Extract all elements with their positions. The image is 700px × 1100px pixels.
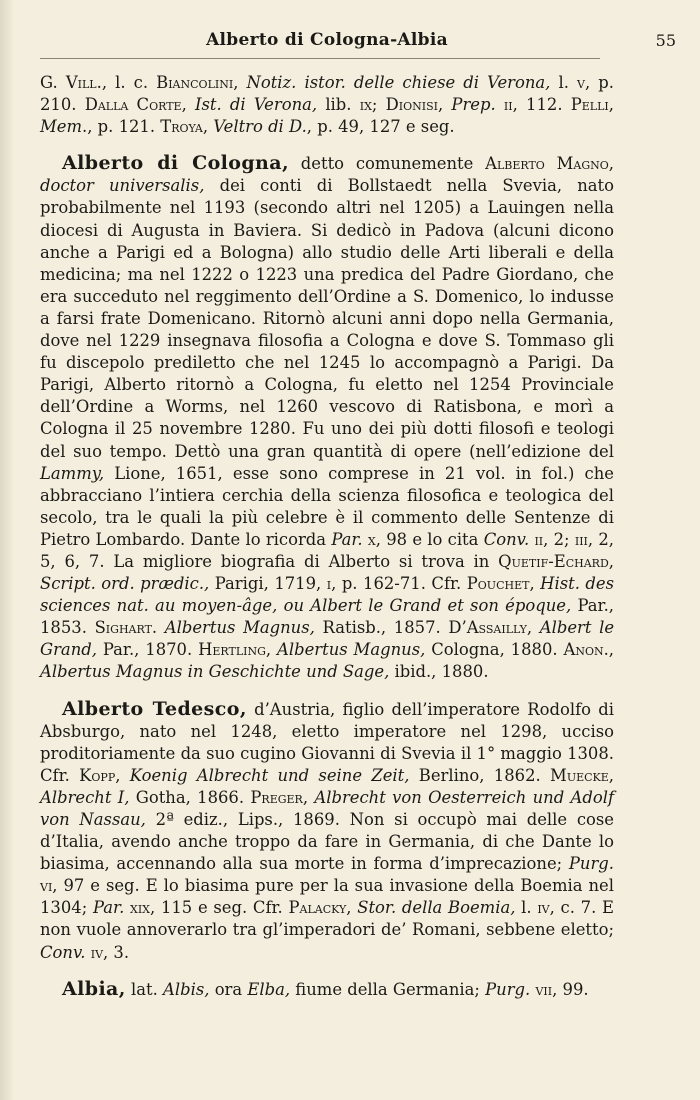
italic-run: Albis,	[163, 979, 210, 999]
smallcaps-run: Alberto Magno	[485, 154, 609, 174]
text-run: ,	[233, 73, 247, 92]
italic-run: Ist. di Verona,	[195, 95, 318, 115]
gutter-shadow	[0, 0, 14, 1100]
text-run: dei conti di Bollstaedt nella Svevia, nato probabilmente nel 1193 (secondo altri nel 1205) a Lauingen nella diocesi di Augusta in Baviera. Si dedicò in Padova (alcuni dicono anche a Parigi ed a Bologna) allo studio delle Arti liberali e della medicina; ma nel 1222 o 1223 una predica del Padre Giordano, che era succeduto nel reggimento dell’Ordine a S. Domenico, lo indusse a farsi frate Domenicano. Ritornò alcuni anni dopo nella Germania, dove nel 1229 insegnava filosofia a Cologna e dove S. Tommaso gli fu discepolo prediletto che nel 1245 lo accompagnò a Parigi. Da Parigi, Alberto ritornò a Cologna, fu eletto nel 1254 Provinciale dell’Ordine a Worms, nel 1260 vescovo di Ratisbona, e morì a Cologna il 25 novembre 1280. Fu uno dei più dotti filosofi e teologi del suo tempo. Dettò una gran quantità di opere (nell’edizione del	[40, 176, 614, 461]
smallcaps-run: i	[326, 574, 332, 594]
text-run: ,	[302, 787, 315, 807]
text-run: ,	[529, 574, 541, 594]
smallcaps-run: v	[577, 73, 585, 92]
smallcaps-run: Preger	[250, 787, 303, 807]
smallcaps-run: Pouchet	[466, 574, 530, 594]
text-run: , 97 e seg. E lo biasima pure per la sua invasione della Boemia nel 1304;	[40, 876, 614, 918]
text-run: ,	[608, 154, 614, 174]
text-run: ,	[608, 765, 614, 785]
text-run: Gotha, 1866.	[129, 787, 251, 807]
italic-run: doctor universalis,	[40, 176, 205, 196]
smallcaps-run: iv	[537, 898, 550, 918]
italic-run: Albertus Magnus in Geschichte und Sage,	[40, 662, 390, 682]
text-run: , 99.	[552, 979, 589, 999]
headword: Alberto di Cologna,	[62, 152, 289, 175]
text-run: ,	[346, 898, 358, 918]
text-run: , c. 7. E non vuole annoverarlo tra gl’imperadori de’ Romani, sebbene eletto;	[40, 898, 614, 940]
smallcaps-run: Muecke	[550, 765, 609, 785]
text-run: , 2, 5, 6, 7. La migliore biografia di Alberto si trova in	[40, 529, 614, 571]
text-run: , 98 e lo cita	[375, 529, 484, 549]
smallcaps-run: G. Vill.	[40, 73, 102, 92]
text-run: , p. 210.	[40, 73, 615, 115]
smallcaps-run: Hertling	[198, 640, 266, 660]
text-run: Berlino, 1862.	[409, 765, 551, 785]
text-run: ibid., 1880.	[389, 662, 489, 682]
smallcaps-run: Biancolini	[156, 73, 234, 92]
text-run: ,	[202, 117, 214, 137]
smallcaps-run: iii	[574, 529, 588, 549]
header-rule	[40, 58, 600, 59]
text-run: , p. 49, 127 e seg.	[306, 117, 455, 137]
text-run: ,	[115, 765, 130, 785]
italic-run: Albrecht I,	[40, 787, 130, 807]
entry-continuation	[40, 72, 614, 138]
text-run: ,	[181, 95, 195, 115]
italic-run: Hist. des sciences nat. au moyen-âge, ou Albert le Grand et son époque,	[40, 574, 615, 616]
smallcaps-run: Palacky	[288, 898, 347, 918]
italic-run: Mem	[40, 117, 83, 137]
smallcaps-run: Quetif-Echard	[498, 551, 609, 571]
text-run: 2ª ediz., Lips., 1869. Non si occupò mai delle cose d’Italia, avendo anche troppo da fare in Germania, di che Dante lo biasima, accennando alla sua morte in forma d’imprecazione;	[40, 810, 614, 874]
page-header	[40, 30, 676, 58]
italic-run: Veltro di D.	[213, 117, 307, 137]
italic-run: Par.	[92, 898, 125, 918]
entry-alberto-tedesco	[40, 698, 614, 964]
italic-run: Albert le Grand,	[40, 618, 615, 660]
smallcaps-run: Dionisi	[385, 95, 438, 115]
smallcaps-run: Pelli	[570, 95, 609, 115]
italic-run: Koenig Albrecht und seine Zeit,	[129, 765, 410, 785]
text-run: .	[151, 618, 165, 638]
text-run: l.	[515, 898, 538, 918]
text-run: Par., 1853.	[40, 596, 614, 638]
text-run: ., p. 121.	[82, 117, 161, 137]
text-run: ;	[371, 95, 386, 115]
text-run: ,	[526, 618, 540, 638]
smallcaps-run: Sighart	[94, 618, 152, 638]
smallcaps-run: Kopp	[79, 765, 116, 785]
text-run: lib.	[317, 95, 360, 115]
smallcaps-run: D’Assailly	[448, 618, 527, 638]
text-run: fiume della Germania;	[290, 979, 486, 999]
text-run: Parigi, 1719,	[209, 574, 327, 594]
text-run: , 115 e seg. Cfr.	[150, 898, 289, 918]
headword: Albia,	[62, 977, 126, 1000]
smallcaps-run: vi	[40, 876, 53, 896]
text-run: ora	[209, 979, 248, 999]
text-run: Cologna, 1880.	[425, 640, 564, 660]
italic-run: Albertus Magnus,	[164, 618, 315, 638]
italic-run: Purg.	[485, 979, 531, 999]
text-run: Lione, 1651, esse sono comprese in 21 vol. in fol.) che abbracciano l’intiera cerchia della scienza filosofica e teologica del secolo, tra le quali la più celebre è il commento delle Sentenze di Pietro Lombardo. Dante lo ricorda	[40, 463, 614, 549]
italic-run: Albertus Magnus,	[277, 640, 426, 660]
text-run: l.	[550, 73, 578, 92]
smallcaps-run: ix	[359, 95, 372, 115]
text-run: ,	[438, 95, 452, 115]
headword: Alberto Tedesco,	[62, 697, 247, 720]
italic-run: Notiz. istor. delle chiese di Verona,	[246, 73, 551, 92]
text-run: ,	[608, 551, 614, 571]
entry-albia	[40, 978, 614, 1001]
smallcaps-run: Troya	[160, 117, 203, 137]
text-run: detto comunemente	[300, 154, 486, 174]
text-run: lat.	[131, 979, 164, 999]
page-body	[40, 72, 614, 1001]
text-run: , 2;	[543, 529, 575, 549]
text-run: d’Austria, figlio dell’imperatore Rodolfo di Absburgo, nato nel 1248, eletto imperatore nel 1298, ucciso proditoriamente da suo cugino Giovanni di Svevia il 1° maggio 1308. Cfr.	[40, 699, 614, 785]
text-run: , 112.	[512, 95, 571, 115]
text-run: Ratisb., 1857.	[314, 618, 449, 638]
text-run: ,	[608, 95, 614, 115]
page-number: 55	[655, 31, 676, 50]
entry-alberto-di-cologna	[40, 152, 614, 683]
smallcaps-run: xix	[130, 898, 151, 918]
italic-run: Conv.	[483, 529, 530, 549]
smallcaps-run: iv	[90, 942, 104, 962]
text-run: ,	[265, 640, 277, 660]
italic-run: Script. ord. prædic.,	[40, 574, 210, 594]
smallcaps-run: x	[367, 529, 376, 549]
smallcaps-run: ii	[534, 529, 544, 549]
smallcaps-run: Anon	[563, 640, 604, 660]
running-title: Alberto di Cologna-Albia	[206, 30, 448, 50]
text-run: , 3.	[103, 942, 130, 962]
italic-run: Albrecht von Oesterreich und Adolf von Nassau,	[40, 787, 615, 829]
text-run	[496, 95, 504, 114]
text-run: Par., 1870.	[96, 640, 199, 660]
italic-run: Prep.	[451, 95, 496, 115]
smallcaps-run: ii	[503, 95, 513, 115]
smallcaps-run: vii	[535, 979, 553, 999]
smallcaps-run: Dalla Corte	[84, 95, 182, 115]
italic-run: Purg.	[568, 854, 614, 874]
italic-run: Par.	[331, 529, 363, 549]
italic-run: Elba,	[247, 979, 291, 999]
italic-run: Conv.	[40, 942, 86, 962]
italic-run: Lammy,	[40, 463, 105, 483]
text-run: , p. 162-71. Cfr.	[331, 574, 467, 594]
text-run: , l. c.	[101, 73, 157, 92]
italic-run: Stor. della Boemia,	[357, 898, 516, 918]
text-run: .,	[603, 640, 615, 660]
